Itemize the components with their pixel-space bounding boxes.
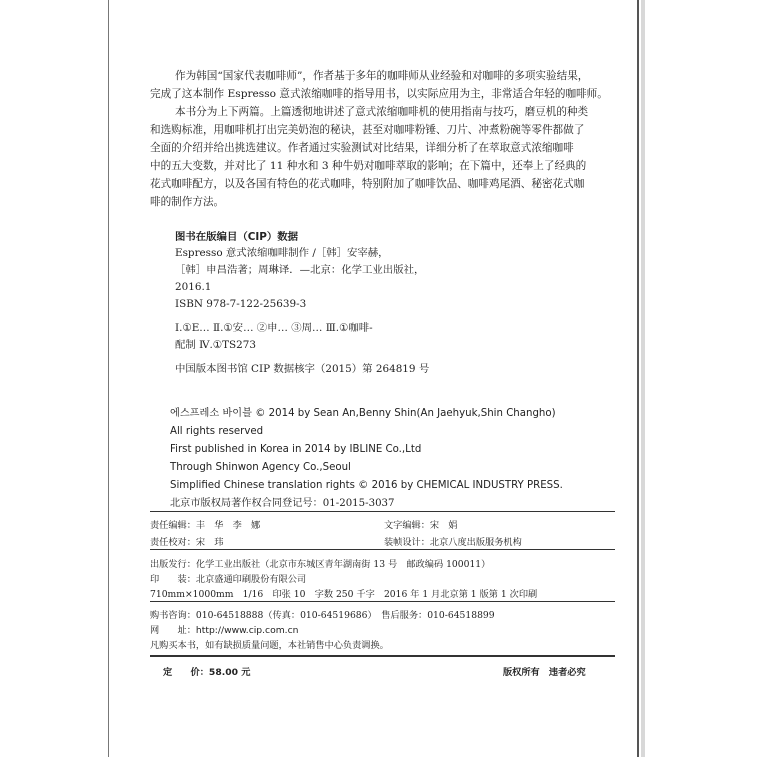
copyright-line-5: Simplified Chinese translation rights © 2016 by CHEMICAL INDUSTRY PRESS. — [170, 480, 563, 491]
credits-top-rule — [150, 511, 615, 512]
rights-notice: 版权所有 违者必究 — [503, 667, 586, 678]
copyright-line-1: 에스프레소 바이블 © 2014 by Sean An,Benny Shin(An Jaehyuk,Shin Changho) — [170, 408, 556, 419]
website-line: 网 址：http://www.cip.com.cn — [150, 625, 299, 636]
copyright-line-6: 北京市版权局著作权合同登记号：01-2015-3037 — [170, 498, 395, 509]
publication-rule — [150, 601, 615, 602]
phone-line: 购书咨询：010-64518888（传真：010-64519686） 售后服务：010-64518899 — [150, 610, 495, 621]
intro-line-2: 完成了这本制作 Espresso 意式浓缩咖啡的指导用书，以实际应用为主，非常适合年轻的咖啡师。 — [150, 88, 608, 100]
cip-line-6: 配制 Ⅳ.①TS273 — [175, 339, 256, 351]
credit-proofreader: 责任校对：宋 玮 — [150, 537, 224, 548]
specs-line: 710mm×1000mm 1/16 印张 10 字数 250 千字 2016 年 1 月北京第 1 版第 1 次印刷 — [150, 589, 538, 600]
intro-line-4: 和选购标准，用咖啡机打出完美奶泡的秘诀，甚至对咖啡粉锤、刀片、冲煮粉碗等零件都做了 — [150, 124, 585, 136]
cip-line-5: Ⅰ.①E… Ⅱ.①安… ②申… ③周… Ⅲ.①咖啡- — [175, 322, 373, 334]
credit-text-editor: 文字编辑：宋 娟 — [384, 520, 458, 531]
publisher-line: 出版发行：化学工业出版社（北京市东城区青年湖南街 13 号 邮政编码 100011） — [150, 559, 491, 570]
footer-double-rule — [150, 655, 615, 657]
cip-line-1: Espresso 意式浓缩咖啡制作 /［韩］安宰赫， — [175, 247, 389, 259]
credit-editor: 责任编辑：丰 华 李 娜 — [150, 520, 261, 531]
intro-line-1: 作为韩国“国家代表咖啡师”，作者基于多年的咖啡师从业经验和对咖啡的多项实验结果， — [175, 70, 589, 82]
cip-line-3: 2016.1 — [175, 281, 212, 293]
intro-line-7: 花式咖啡配方，以及各国有特色的花式咖啡，特别附加了咖啡饮品、咖啡鸡尾酒、秘密花式咖 — [150, 178, 585, 190]
copyright-line-4: Through Shinwon Agency Co.,Seoul — [170, 462, 351, 473]
copyright-line-2: All rights reserved — [170, 426, 264, 437]
cip-line-4: ISBN 978-7-122-25639-3 — [175, 298, 307, 310]
cip-line-2: ［韩］申昌浩著；周琳译．—北京：化学工业出版社， — [175, 264, 425, 276]
notice-line: 凡购买本书，如有缺损质量问题，本社销售中心负责调换。 — [150, 640, 389, 651]
cip-record: 中国版本图书馆 CIP 数据核字（2015）第 264819 号 — [175, 363, 430, 375]
intro-line-3: 本书分为上下两篇。上篇透彻地讲述了意式浓缩咖啡机的使用指南与技巧，磨豆机的种类 — [175, 106, 589, 118]
intro-line-6: 中的五大变数，并对比了 11 种水和 3 种牛奶对咖啡萃取的影响；在下篇中，还奉上了经典的 — [150, 160, 587, 172]
credits-bottom-rule — [150, 549, 615, 550]
copyright-line-3: First published in Korea in 2014 by IBLINE Co.,Ltd — [170, 444, 422, 455]
price-label: 定 价：58.00 元 — [163, 667, 251, 678]
credit-designer: 装帧设计：北京八度出版服务机构 — [384, 537, 522, 548]
printer-line: 印 装：北京盛通印刷股份有限公司 — [150, 574, 307, 585]
cip-heading: 图书在版编目（CIP）数据 — [175, 231, 299, 243]
page-shadow — [641, 0, 645, 757]
intro-line-5: 全面的介绍并给出挑选建议。作者通过实验测试对比结果，详细分析了在萃取意式浓缩咖啡 — [150, 142, 574, 154]
intro-line-8: 啡的制作方法。 — [150, 196, 225, 208]
